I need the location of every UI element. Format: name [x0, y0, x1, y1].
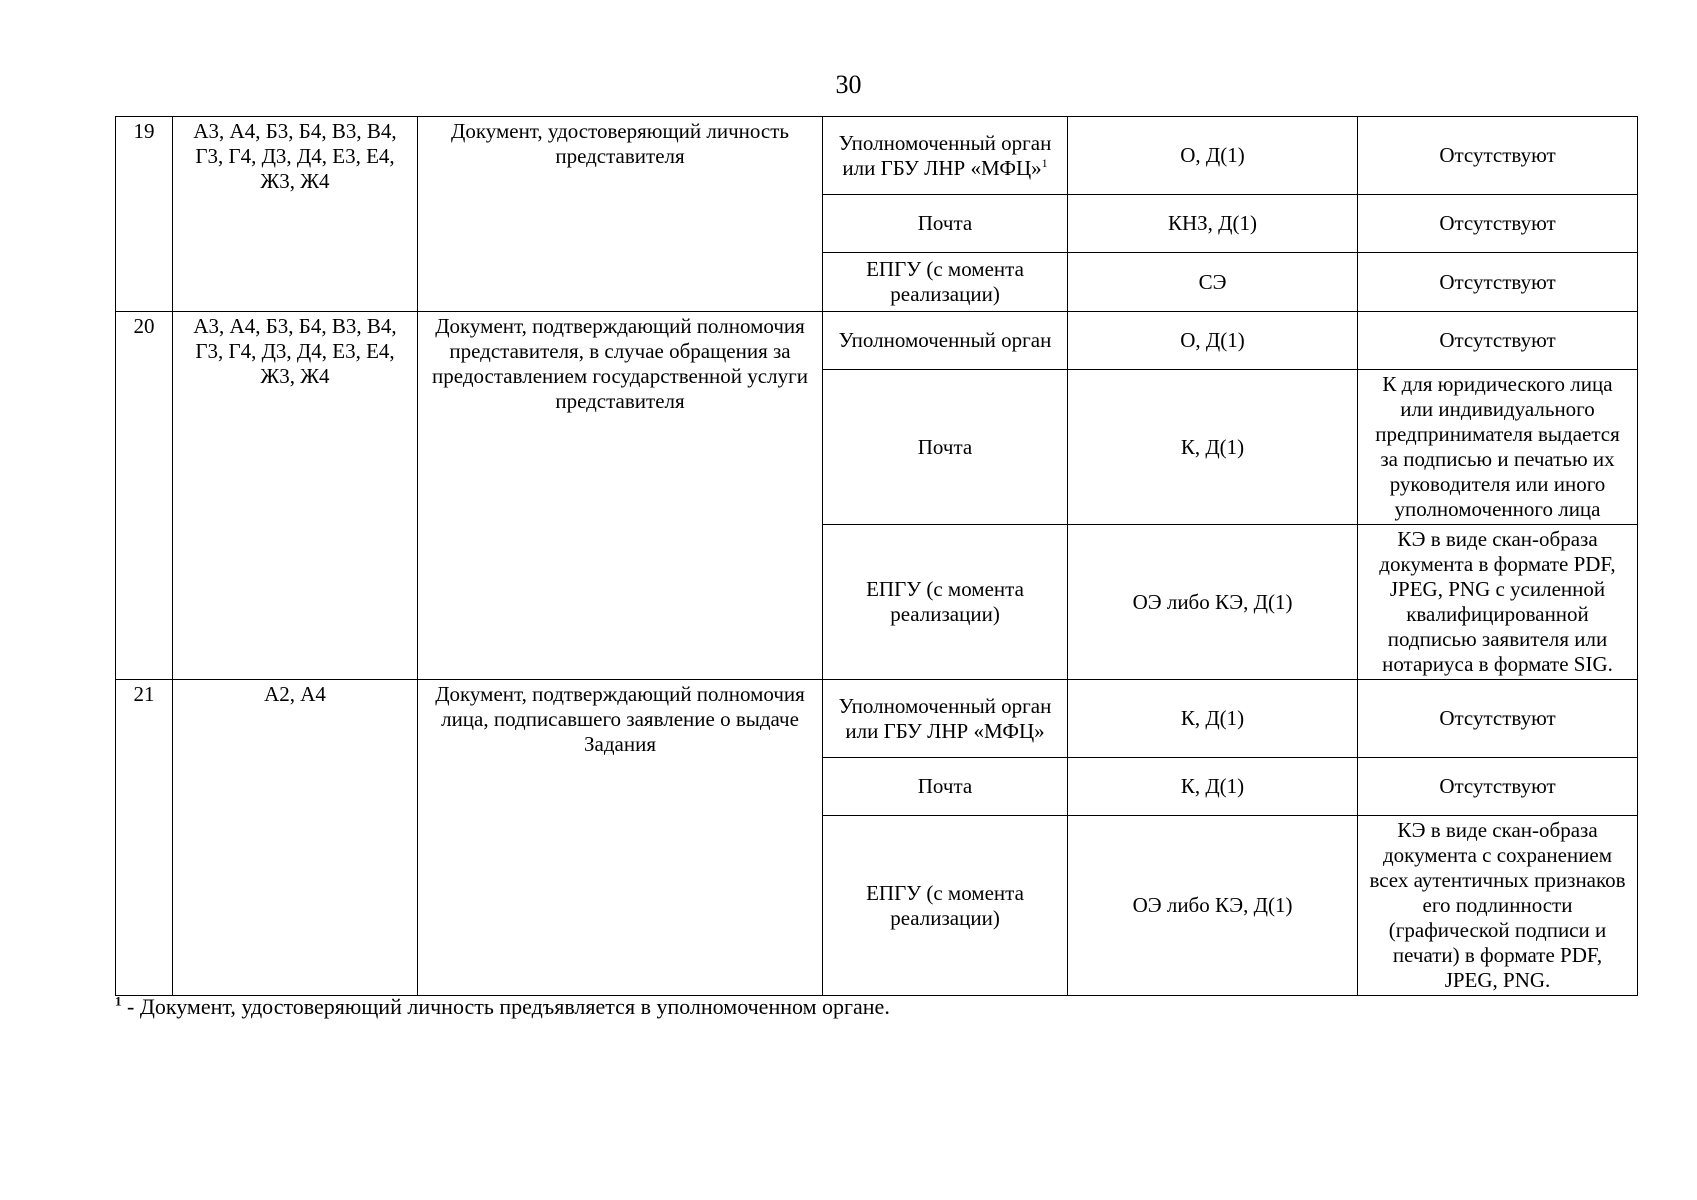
- document-name: Документ, удостоверяющий личность представителя: [418, 117, 823, 312]
- document-requirements: Отсутствуют: [1358, 195, 1638, 253]
- document-requirements: КЭ в виде скан-образа документа в формате PDF, JPEG, PNG с усиленной квалифицированной подписью заявителя или нотариуса в формате SIG.: [1358, 525, 1638, 680]
- submission-channel: Уполномоченный орган или ГБУ ЛНР «МФЦ»: [823, 680, 1068, 758]
- document-requirements: КЭ в виде скан-образа документа с сохранением всех аутентичных признаков его подлинности (графической подписи и печати) в формате PDF, JPEG, PNG.: [1358, 816, 1638, 996]
- document-name: Документ, подтверждающий полномочия представителя, в случае обращения за предоставлением государственной услуги представителя: [418, 312, 823, 680]
- submission-channel: ЕПГУ (с момента реализации): [823, 525, 1068, 680]
- applicant-categories: А2, А4: [173, 680, 418, 996]
- submission-channel: Почта: [823, 195, 1068, 253]
- document-requirements: Отсутствуют: [1358, 758, 1638, 816]
- submission-channel: ЕПГУ (с момента реализации): [823, 253, 1068, 312]
- table-row: [116, 117, 1638, 195]
- document-requirements: Отсутствуют: [1358, 253, 1638, 312]
- footnote: [115, 994, 890, 1020]
- documents-table: [115, 116, 1638, 996]
- applicant-categories: А3, А4, Б3, Б4, В3, В4, Г3, Г4, Д3, Д4, Е3, Е4, Ж3, Ж4: [173, 312, 418, 680]
- submission-channel: ЕПГУ (с момента реализации): [823, 816, 1068, 996]
- document-form: О, Д(1): [1068, 312, 1358, 370]
- submission-channel: Уполномоченный орган: [823, 312, 1068, 370]
- document-form: К, Д(1): [1068, 758, 1358, 816]
- applicant-categories: А3, А4, Б3, Б4, В3, В4, Г3, Г4, Д3, Д4, Е3, Е4, Ж3, Ж4: [173, 117, 418, 312]
- document-form: О, Д(1): [1068, 117, 1358, 195]
- document-requirements: К для юридического лица или индивидуального предпринимателя выдается за подписью и печатью их руководителя или иного уполномоченного лица: [1358, 370, 1638, 525]
- document-form: ОЭ либо КЭ, Д(1): [1068, 525, 1358, 680]
- footnote-mark: 1: [115, 993, 122, 1009]
- submission-channel: Почта: [823, 370, 1068, 525]
- table-row: [116, 312, 1638, 370]
- document-requirements: Отсутствуют: [1358, 312, 1638, 370]
- document-requirements: Отсутствуют: [1358, 680, 1638, 758]
- row-number: 19: [116, 117, 173, 312]
- document-form: СЭ: [1068, 253, 1358, 312]
- document-form: К, Д(1): [1068, 680, 1358, 758]
- row-number: 20: [116, 312, 173, 680]
- row-number: 21: [116, 680, 173, 996]
- submission-channel: Почта: [823, 758, 1068, 816]
- document-form: К, Д(1): [1068, 370, 1358, 525]
- document-form: ОЭ либо КЭ, Д(1): [1068, 816, 1358, 996]
- footnote-text: - Документ, удостоверяющий личность предъявляется в уполномоченном органе.: [121, 994, 890, 1019]
- document-name: Документ, подтверждающий полномочия лица, подписавшего заявление о выдаче Задания: [418, 680, 823, 996]
- page-number: 30: [835, 70, 862, 99]
- document-requirements: Отсутствуют: [1358, 117, 1638, 195]
- document-form: КНЗ, Д(1): [1068, 195, 1358, 253]
- submission-channel: Уполномоченный орган или ГБУ ЛНР «МФЦ»$^1$: [823, 117, 1068, 195]
- table-row: [116, 680, 1638, 758]
- footnote-reference: 1: [1041, 155, 1048, 170]
